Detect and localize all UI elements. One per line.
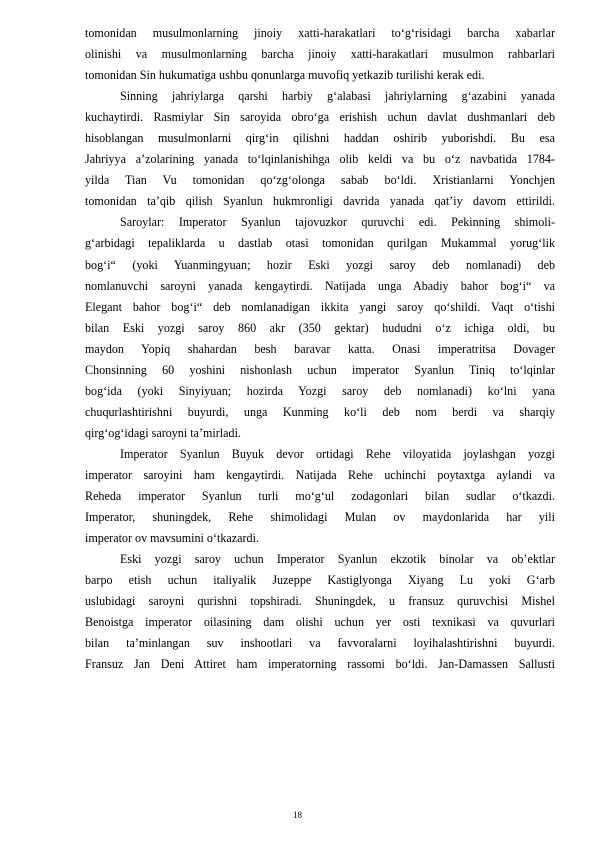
text-line: Elegant bahor bogʻi“ deb nomlanadigan ikkita yangi saroy qoʻshildi. Vaqt oʻtishi <box>85 299 555 314</box>
text-line: tomonidan musulmonlarning jinoiy xatti-harakatlari toʻgʻrisidagi barcha xabarlar <box>85 26 555 40</box>
text-line: yilda Tian Vu tomonidan qoʻzgʻolonga sabab boʻldi. Xristianlarni Yonchjen <box>85 173 555 188</box>
page-number: 18 <box>293 810 302 820</box>
text-line: imperator ov mavsumini oʻtkazardi. <box>85 531 259 546</box>
text-line: chuqurlashtirishni buyurdi, unga Kunming koʻli deb nom berdi va sharqiy <box>85 404 555 419</box>
text-line: gʻarbidagi tepaliklarda u dastlab otasi tomonidan qurilgan Mukammal yorugʻlik <box>85 236 555 251</box>
paragraph-2 <box>85 86 555 212</box>
text-line: maydon Yopiq shahardan besh baravar katta. Onasi imperatritsa Dovager <box>85 341 555 356</box>
text-line: qirgʻogʻidagi saroyni taʼmirladi. <box>85 425 241 440</box>
text-line: bogʻi“ (yoki Yuanmingyuan; hozir Eski yozgi saroy deb nomlanadi) deb <box>85 257 555 272</box>
text-line: Jahriyya aʼzolarining yanada toʻlqinlanishihga olib keldi va bu oʻz navbatida 1784- <box>85 152 555 167</box>
paragraph-4 <box>85 444 555 549</box>
text-line: nomlanuvchi saroyni yanada kengaytirdi. Natijada unga Abadiy bahor bogʻi“ va <box>85 278 555 293</box>
text-line: Saroylar: Imperator Syanlun tajovuzkor quruvchi edi. Pekinning shimoli- <box>120 215 555 230</box>
text-line: Fransuz Jan Deni Attiret ham imperatorning rassomi boʻldi. Jan-Damassen Sallusti <box>85 657 555 672</box>
text-line: Benoistga imperator oilasining dam olishi uchun yer osti texnikasi va quvurlari <box>85 615 555 630</box>
paragraph-3 <box>85 212 555 444</box>
text-line: olinishi va musulmonlarning barcha jinoiy xatti-harakatlari musulmon rahbarlari <box>85 47 555 62</box>
document-body <box>85 23 555 675</box>
text-line: tomonidan Sin hukumatiga ushbu qonunlarga muvofiq yetkazib turilishi kerak edi. <box>85 68 485 83</box>
paragraph-5 <box>85 549 555 675</box>
text-line: bilan taʼminlangan suv inshootlari va favvoralarni loyihalashtirishni buyurdi. <box>85 636 555 651</box>
text-line: Imperator Syanlun Buyuk devor ortidagi Rehe viloyatida joylashgan yozgi <box>120 446 555 461</box>
text-line: Eski yozgi saroy uchun Imperator Syanlun ekzotik binolar va obʼektlar <box>120 552 555 567</box>
text-line: bilan Eski yozgi saroy 860 akr (350 gektar) hududni oʻz ichiga oldi, bu <box>85 320 555 335</box>
text-line: barpo etish uchun italiyalik Juzeppe Kastiglyonga Xiyang Lu yoki Gʻarb <box>85 573 555 588</box>
paragraph-1 <box>85 23 555 86</box>
text-line: hisoblangan musulmonlarni qirgʻin qilishni haddan oshirib yuborishdi. Bu esa <box>85 131 555 146</box>
text-line: bogʻida (yoki Sinyiyuan; hozirda Yozgi saroy deb nomlanadi) koʻlni yana <box>85 383 555 398</box>
text-line: Sinning jahriylarga qarshi harbiy gʻalabasi jahriylarning gʻazabini yanada <box>120 89 555 104</box>
text-line: tomonidan taʼqib qilish Syanlun hukmronligi davrida yanada qatʼiy davom ettirildi. <box>85 194 555 209</box>
text-line: Chonsinning 60 yoshini nishonlash uchun imperator Syanlun Tiniq toʻlqinlar <box>85 362 555 377</box>
text-line: Imperator, shuningdek, Rehe shimolidagi Mulan ov maydonlarida har yili <box>85 510 555 525</box>
text-line: uslubidagi saroyni qurishni topshiradi. Shuningdek, u fransuz quruvchisi Mishel <box>85 594 555 609</box>
text-line: kuchaytirdi. Rasmiylar Sin saroyida obroʻga erishish uchun davlat dushmanlari deb <box>85 110 555 125</box>
text-line: Reheda imperator Syanlun turli moʻgʻul zodagonlari bilan sudlar oʻtkazdi. <box>85 489 555 504</box>
text-line: imperator saroyini ham kengaytirdi. Natijada Rehe uchinchi poytaxtga aylandi va <box>85 467 555 482</box>
